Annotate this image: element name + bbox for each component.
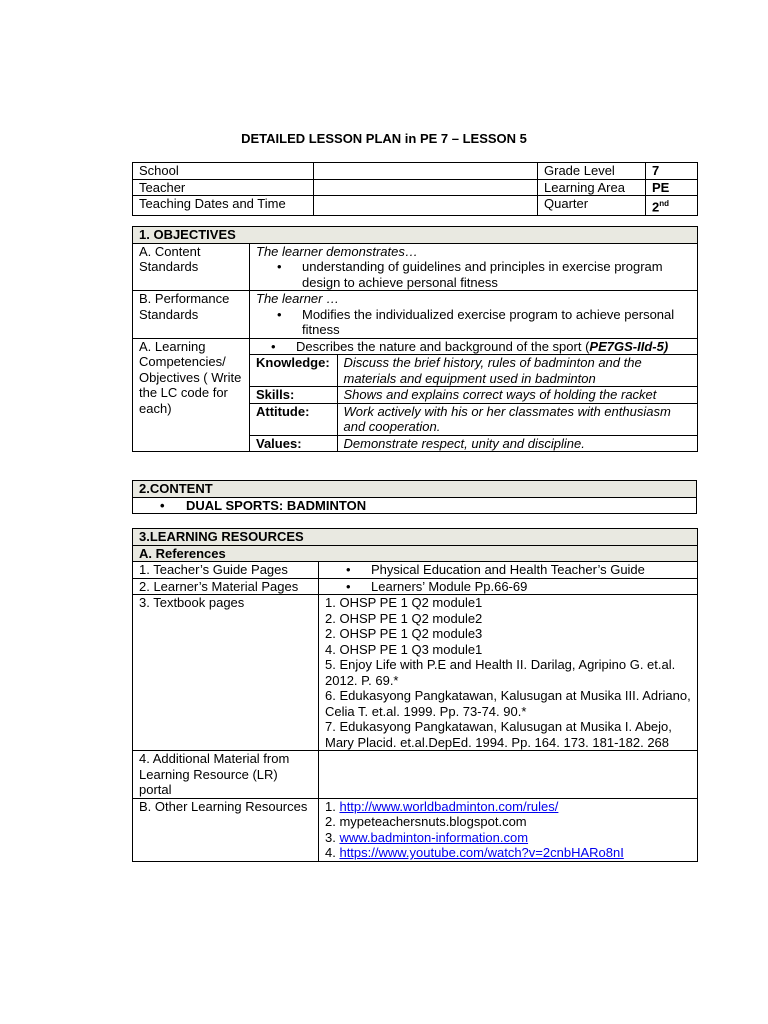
badminton-information-link[interactable]: www.badminton-information.com bbox=[339, 829, 529, 845]
performance-standards-intro: The learner … bbox=[256, 291, 340, 306]
dates-label: Teaching Dates and Time bbox=[133, 196, 314, 216]
knowledge-label: Knowledge: bbox=[250, 355, 337, 387]
other-resource-item: 2. mypeteachersnuts.blogspot.com bbox=[325, 814, 527, 829]
values-text: Demonstrate respect, unity and discipline. bbox=[337, 435, 697, 451]
content-table bbox=[132, 480, 697, 514]
learning-area-label: Learning Area bbox=[538, 179, 646, 196]
textbook-cell bbox=[319, 595, 698, 751]
skills-text: Shows and explains correct ways of holding the racket bbox=[337, 387, 697, 404]
grade-level-label: Grade Level bbox=[538, 163, 646, 180]
textbook-item: 6. Edukasyong Pangkatawan, Kalusugan at Musika III. Adriano, Celia T. et.al. 1999. Pp. 73-74. 90.* bbox=[325, 688, 691, 719]
attitude-label: Attitude: bbox=[250, 403, 337, 435]
learning-resources-header: 3.LEARNING RESOURCES bbox=[133, 529, 698, 546]
competency-code: PE7GS-IId-5) bbox=[589, 338, 669, 354]
performance-standards-label: B. Performance Standards bbox=[133, 291, 250, 339]
school-label: School bbox=[133, 163, 314, 180]
performance-standards-bullet: • Modifies the individualized exercise program to achieve personal fitness bbox=[256, 307, 691, 338]
teachers-guide-cell bbox=[319, 562, 698, 579]
competencies-label: A. Learning Competencies/ Objectives ( Write the LC code for each) bbox=[133, 338, 250, 452]
learning-area-value: PE bbox=[646, 179, 698, 196]
skills-label: Skills: bbox=[250, 387, 337, 404]
values-label: Values: bbox=[250, 435, 337, 451]
textbook-item: 5. Enjoy Life with P.E and Health II. Darilag, Agripino G. et.al. 2012. P. 69.* bbox=[325, 657, 676, 688]
textbook-item: 7. Edukasyong Pangkatawan, Kalusugan at Musika I. Abejo, Mary Placid. et.al.DepEd. 1994. Pp. 164. 173. 181-182. 268 bbox=[325, 719, 672, 750]
other-resource-item: 1. http://www.worldbadminton.com/rules/ bbox=[325, 798, 559, 814]
additional-material-value bbox=[319, 751, 698, 799]
teachers-guide-value: • Physical Education and Health Teacher’s Guide bbox=[325, 562, 691, 578]
content-standards-bullet: • understanding of guidelines and principles in exercise program design to achieve personal fitness bbox=[256, 259, 691, 290]
worldbadminton-link[interactable]: http://www.worldbadminton.com/rules/ bbox=[339, 798, 559, 814]
competency-domains-table bbox=[250, 354, 697, 451]
learners-material-value: • Learners’ Module Pp.66-69 bbox=[325, 579, 691, 595]
textbook-item: 4. OHSP PE 1 Q3 module1 bbox=[325, 641, 483, 657]
attitude-text: Work actively with his or her classmates with enthusiasm and cooperation. bbox=[337, 403, 697, 435]
content-standards-cell bbox=[250, 243, 698, 291]
info-table bbox=[132, 162, 698, 216]
youtube-video-link[interactable]: https://www.youtube.com/watch?v=2cnbHARo8nI bbox=[339, 845, 624, 860]
competencies-cell bbox=[250, 338, 698, 452]
content-header: 2.CONTENT bbox=[133, 481, 697, 498]
textbook-item: 2. OHSP PE 1 Q2 module3 bbox=[325, 626, 483, 641]
grade-level-value: 7 bbox=[646, 163, 698, 180]
content-standards-label: A. Content Standards bbox=[133, 243, 250, 291]
learners-material-label: 2. Learner’s Material Pages bbox=[133, 578, 319, 595]
textbook-label: 3. Textbook pages bbox=[133, 595, 319, 751]
competency-text: Describes the nature and background of the sport ( bbox=[296, 338, 590, 354]
quarter-value: 2nd bbox=[646, 196, 698, 216]
school-value bbox=[314, 163, 538, 180]
content-standards-intro: The learner demonstrates… bbox=[256, 243, 418, 259]
other-resources-label: B. Other Learning Resources bbox=[133, 798, 319, 861]
blog-resource-text: mypeteachersnuts.blogspot.com bbox=[339, 814, 527, 829]
quarter-label: Quarter bbox=[538, 196, 646, 216]
learners-material-cell bbox=[319, 578, 698, 595]
teacher-value bbox=[314, 179, 538, 196]
other-resources-cell bbox=[319, 798, 698, 861]
content-cell bbox=[133, 497, 697, 514]
learning-resources-table bbox=[132, 528, 698, 862]
page-title: DETAILED LESSON PLAN in PE 7 – LESSON 5 bbox=[241, 131, 527, 146]
additional-material-label: 4. Additional Material from Learning Resource (LR) portal bbox=[133, 751, 319, 799]
content-item: • DUAL SPORTS: BADMINTON bbox=[139, 498, 690, 514]
knowledge-text: Discuss the brief history, rules of badminton and the materials and equipment used in badminton bbox=[337, 355, 697, 387]
objectives-table bbox=[132, 226, 698, 452]
dates-value bbox=[314, 196, 538, 216]
objectives-header: 1. OBJECTIVES bbox=[133, 227, 698, 244]
textbook-item: 2. OHSP PE 1 Q2 module2 bbox=[325, 610, 483, 626]
teacher-label: Teacher bbox=[133, 179, 314, 196]
other-resource-item: 3. www.badminton-information.com bbox=[325, 829, 529, 845]
teachers-guide-label: 1. Teacher’s Guide Pages bbox=[133, 562, 319, 579]
other-resource-item: 4. https://www.youtube.com/watch?v=2cnbHARo8nI bbox=[325, 845, 624, 860]
competency-bullet bbox=[250, 339, 697, 355]
performance-standards-cell bbox=[250, 291, 698, 339]
references-header: A. References bbox=[133, 545, 698, 562]
textbook-item: 1. OHSP PE 1 Q2 module1 bbox=[325, 595, 483, 610]
